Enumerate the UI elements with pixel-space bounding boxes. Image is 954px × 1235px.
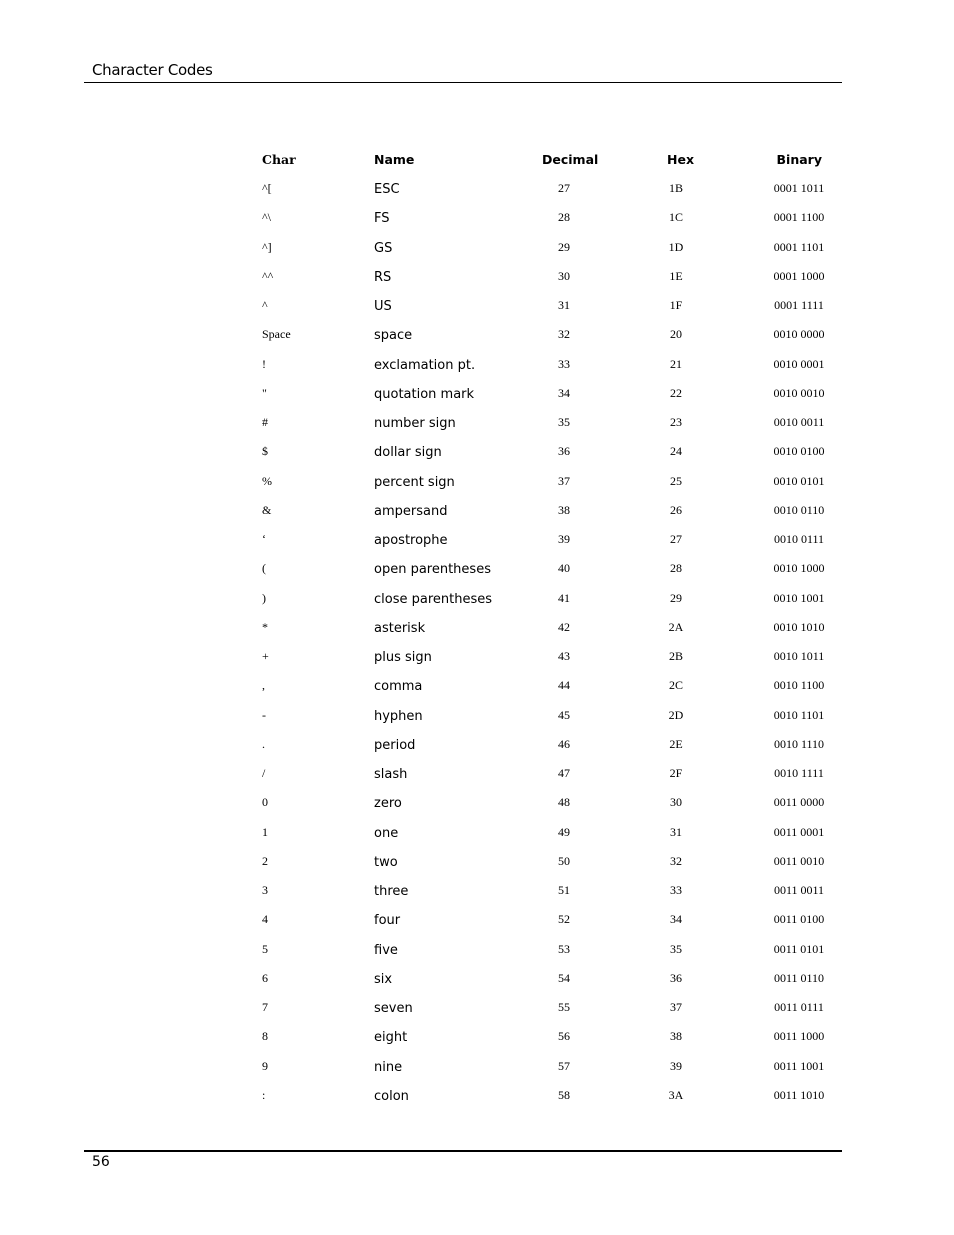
- cell-char: ,: [262, 678, 265, 692]
- cell-decimal: 52: [558, 912, 570, 926]
- cell-binary: 0011 0001: [773, 825, 825, 839]
- cell-binary: 0010 0110: [773, 503, 825, 517]
- cell-decimal: 40: [558, 561, 570, 575]
- cell-decimal: 31: [558, 298, 570, 312]
- cell-decimal: 27: [558, 181, 570, 195]
- cell-char: 6: [262, 971, 268, 985]
- cell-decimal: 56: [558, 1029, 570, 1043]
- cell-binary: 0011 0111: [774, 1000, 824, 1014]
- cell-binary: 0011 0010: [773, 854, 825, 868]
- cell-char: ^[: [262, 181, 272, 195]
- cell-hex: 1F: [669, 298, 683, 312]
- cell-decimal: 37: [558, 474, 570, 488]
- cell-name: one: [374, 826, 399, 841]
- cell-binary: 0001 1011: [773, 181, 825, 195]
- cell-hex: 1D: [668, 240, 684, 254]
- cell-binary: 0010 1101: [773, 708, 825, 722]
- cell-char: (: [262, 561, 266, 575]
- column-header-hex: Hex: [667, 152, 695, 167]
- cell-char: :: [262, 1088, 266, 1102]
- cell-hex: 2C: [668, 678, 683, 692]
- cell-name: colon: [374, 1089, 409, 1104]
- cell-hex: 31: [670, 825, 682, 839]
- cell-binary: 0010 0001: [773, 357, 825, 371]
- cell-char: 0: [262, 795, 268, 809]
- cell-name: ESC: [374, 182, 400, 197]
- cell-hex: 34: [670, 912, 682, 926]
- cell-binary: 0010 0111: [773, 532, 825, 546]
- cell-char: !: [262, 357, 266, 371]
- header-divider: [84, 82, 842, 83]
- cell-char: 9: [262, 1059, 268, 1073]
- cell-name: US: [374, 299, 392, 314]
- cell-char: 5: [262, 942, 268, 956]
- cell-char: Space: [262, 327, 291, 341]
- cell-decimal: 36: [558, 444, 570, 458]
- cell-hex: 30: [670, 795, 682, 809]
- cell-decimal: 34: [558, 386, 570, 400]
- cell-hex: 36: [670, 971, 682, 985]
- cell-decimal: 48: [558, 795, 570, 809]
- cell-binary: 0010 0000: [773, 327, 825, 341]
- cell-binary: 0010 1111: [774, 766, 824, 780]
- cell-name: asterisk: [374, 621, 426, 636]
- cell-hex: 38: [670, 1029, 682, 1043]
- cell-name: percent sign: [374, 475, 455, 490]
- cell-decimal: 50: [558, 854, 570, 868]
- cell-binary: 0001 1000: [773, 269, 825, 283]
- cell-hex: 1E: [669, 269, 683, 283]
- cell-binary: 0010 1011: [773, 649, 825, 663]
- cell-name: close parentheses: [374, 592, 493, 607]
- cell-hex: 20: [670, 327, 682, 341]
- cell-name: period: [374, 738, 416, 753]
- cell-decimal: 54: [558, 971, 570, 985]
- cell-binary: 0011 1001: [773, 1059, 825, 1073]
- cell-hex: 39: [670, 1059, 682, 1073]
- cell-decimal: 55: [558, 1000, 570, 1014]
- cell-name: open parentheses: [374, 562, 491, 577]
- cell-name: comma: [374, 679, 423, 694]
- cell-decimal: 30: [558, 269, 570, 283]
- cell-decimal: 58: [558, 1088, 570, 1102]
- cell-decimal: 44: [558, 678, 570, 692]
- cell-decimal: 33: [558, 357, 570, 371]
- page-header-title: Character Codes: [92, 61, 213, 79]
- cell-binary: 0011 0101: [773, 942, 825, 956]
- cell-hex: 2B: [668, 649, 683, 663]
- cell-hex: 35: [670, 942, 682, 956]
- cell-hex: 26: [670, 503, 682, 517]
- cell-name: number sign: [374, 416, 456, 431]
- cell-decimal: 43: [558, 649, 570, 663]
- column-header-decimal: Decimal: [542, 152, 599, 167]
- cell-char: .: [262, 737, 265, 751]
- cell-hex: 25: [670, 474, 682, 488]
- cell-char: -: [262, 708, 266, 722]
- cell-decimal: 47: [558, 766, 570, 780]
- cell-binary: 0001 1111: [774, 298, 824, 312]
- cell-char: 2: [262, 854, 268, 868]
- cell-char: ^^: [262, 269, 274, 283]
- cell-binary: 0010 0010: [773, 386, 825, 400]
- cell-hex: 2D: [668, 708, 684, 722]
- cell-char: *: [262, 620, 268, 634]
- cell-binary: 0011 0000: [773, 795, 825, 809]
- cell-name: GS: [374, 241, 393, 256]
- column-header-name: Name: [374, 152, 415, 167]
- cell-char: ^: [262, 298, 268, 312]
- cell-char: ": [262, 386, 267, 400]
- cell-hex: 2E: [669, 737, 683, 751]
- cell-decimal: 29: [558, 240, 570, 254]
- cell-name: zero: [374, 796, 402, 811]
- cell-hex: 3A: [668, 1088, 684, 1102]
- cell-name: three: [374, 884, 409, 899]
- cell-name: plus sign: [374, 650, 432, 665]
- cell-name: ampersand: [374, 504, 448, 519]
- cell-hex: 1B: [668, 181, 683, 195]
- cell-binary: 0010 0011: [773, 415, 825, 429]
- cell-name: five: [374, 943, 398, 958]
- cell-hex: 21: [670, 357, 682, 371]
- cell-binary: 0010 0100: [773, 444, 825, 458]
- cell-binary: 0011 1010: [773, 1088, 825, 1102]
- cell-name: hyphen: [374, 709, 423, 724]
- column-header-binary: Binary: [776, 152, 822, 167]
- cell-name: two: [374, 855, 398, 870]
- cell-hex: 28: [670, 561, 682, 575]
- cell-binary: 0010 1001: [773, 591, 825, 605]
- cell-char: $: [262, 444, 268, 458]
- cell-decimal: 49: [558, 825, 570, 839]
- cell-binary: 0011 0100: [773, 912, 825, 926]
- cell-name: nine: [374, 1060, 403, 1075]
- cell-binary: 0010 0101: [773, 474, 825, 488]
- cell-decimal: 42: [558, 620, 570, 634]
- cell-binary: 0010 1110: [773, 737, 825, 751]
- cell-decimal: 46: [558, 737, 570, 751]
- cell-binary: 0010 1100: [773, 678, 825, 692]
- cell-decimal: 53: [558, 942, 570, 956]
- cell-char: 8: [262, 1029, 268, 1043]
- cell-hex: 33: [670, 883, 682, 897]
- cell-hex: 23: [670, 415, 682, 429]
- cell-name: slash: [374, 767, 408, 782]
- cell-char: 3: [262, 883, 268, 897]
- cell-decimal: 51: [558, 883, 570, 897]
- cell-hex: 2A: [668, 620, 684, 634]
- cell-char: /: [262, 766, 266, 780]
- cell-binary: 0010 1000: [773, 561, 825, 575]
- cell-char: 1: [262, 825, 268, 839]
- cell-hex: 37: [670, 1000, 682, 1014]
- cell-name: four: [374, 913, 401, 928]
- cell-name: six: [374, 972, 393, 987]
- cell-char: 7: [262, 1000, 268, 1014]
- cell-decimal: 32: [558, 327, 570, 341]
- cell-name: quotation mark: [374, 387, 475, 402]
- cell-name: FS: [374, 211, 390, 226]
- cell-char: &: [262, 503, 272, 517]
- page-number: 56: [92, 1154, 110, 1170]
- cell-binary: 0011 0011: [773, 883, 825, 897]
- cell-decimal: 35: [558, 415, 570, 429]
- cell-decimal: 57: [558, 1059, 570, 1073]
- footer-divider: [84, 1150, 842, 1152]
- cell-decimal: 39: [558, 532, 570, 546]
- cell-name: space: [374, 328, 413, 343]
- cell-binary: 0010 1010: [773, 620, 825, 634]
- cell-char: #: [262, 415, 268, 429]
- cell-binary: 0011 1000: [773, 1029, 825, 1043]
- cell-char: ‘: [262, 532, 266, 546]
- cell-hex: 27: [670, 532, 682, 546]
- cell-hex: 32: [670, 854, 682, 868]
- cell-hex: 29: [670, 591, 682, 605]
- cell-char: +: [262, 649, 269, 663]
- cell-char: %: [262, 474, 272, 488]
- cell-decimal: 45: [558, 708, 570, 722]
- cell-name: apostrophe: [374, 533, 448, 548]
- cell-char: ^]: [262, 240, 272, 254]
- cell-decimal: 41: [558, 591, 570, 605]
- cell-decimal: 38: [558, 503, 570, 517]
- cell-hex: 22: [670, 386, 682, 400]
- cell-decimal: 28: [558, 210, 570, 224]
- cell-name: dollar sign: [374, 445, 442, 460]
- cell-name: exclamation pt.: [374, 358, 476, 373]
- cell-name: eight: [374, 1030, 408, 1045]
- cell-binary: 0001 1100: [773, 210, 825, 224]
- cell-name: seven: [374, 1001, 413, 1016]
- cell-binary: 0011 0110: [773, 971, 825, 985]
- cell-hex: 1C: [668, 210, 683, 224]
- cell-hex: 2F: [669, 766, 683, 780]
- cell-hex: 24: [670, 444, 682, 458]
- cell-char: ): [262, 591, 266, 605]
- cell-name: RS: [374, 270, 392, 285]
- cell-char: ^\: [262, 210, 271, 224]
- cell-binary: 0001 1101: [773, 240, 825, 254]
- cell-char: 4: [262, 912, 268, 926]
- column-header-char: Char: [262, 152, 296, 167]
